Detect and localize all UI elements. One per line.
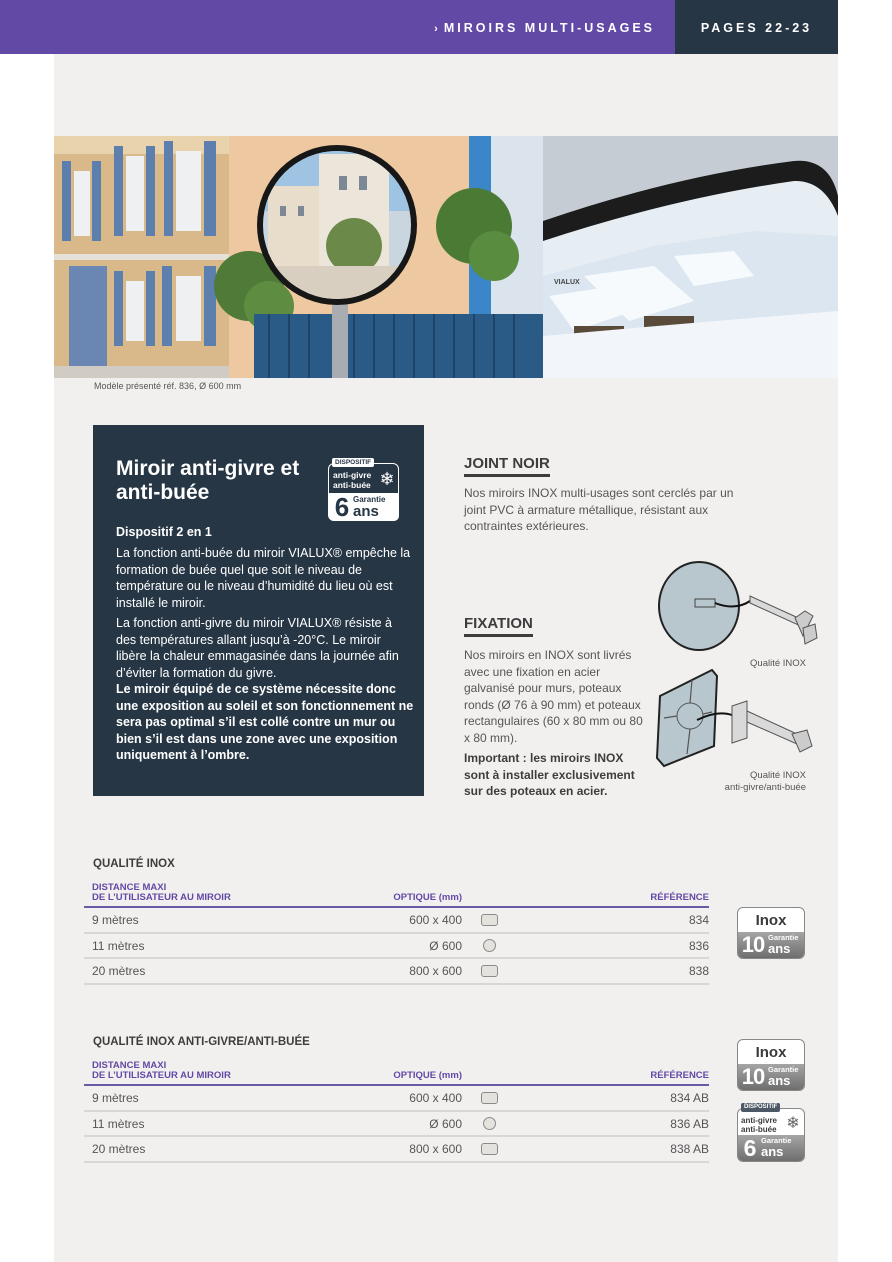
cell-reference: 836 AB (670, 1116, 709, 1131)
snowflake-icon: ❄ (786, 1115, 800, 1132)
badge-guarantee: Garantie (353, 495, 386, 504)
cell-optique: 600 x 400 (409, 1091, 462, 1105)
cell-optique: 600 x 400 (409, 913, 462, 927)
round-mirror-icon (483, 939, 496, 952)
rectangle-mirror-icon (481, 914, 498, 926)
vialux-logo: VIALUX (554, 279, 580, 286)
badge-ans: ans (353, 503, 379, 520)
inox-guarantee-badge (737, 907, 805, 959)
round-mirror-bracket-diagram (655, 558, 825, 654)
inox-badge-ans: ans (768, 941, 791, 956)
round-mirror-icon (483, 1117, 496, 1130)
feature-title: Miroir anti-givre et anti-buée (116, 457, 300, 504)
inox-badge-ans: ans (768, 1073, 791, 1088)
fixation-important: Important : les miroirs INOX sont à installer exclusivement sur des poteaux en acier. (464, 751, 635, 798)
header-optique: OPTIQUE (mm) (393, 1070, 462, 1081)
header-reference: RÉFÉRENCE (650, 1070, 709, 1081)
cell-distance: 20 mètres (92, 1142, 146, 1156)
page-numbers: PAGES 22-23 (675, 0, 838, 54)
badge-guarantee: Garantie (761, 1136, 792, 1145)
table-inox-anti-givre (84, 1058, 709, 1163)
inox-badge-label: Inox (755, 1044, 787, 1061)
table-anti-title: QUALITÉ INOX ANTI-GIVRE/ANTI-BUÉE (93, 1036, 310, 1048)
blue-door (69, 266, 107, 371)
inox-badge-label: Inox (755, 912, 787, 929)
inox-badge-years: 10 (741, 1064, 765, 1089)
badge-text (333, 471, 375, 490)
cell-distance: 11 mètres (92, 1116, 145, 1131)
diagram-label-line-1: Qualité INOX (750, 770, 806, 781)
feature-body (116, 545, 414, 768)
inox-badge-guarantee: Garantie (768, 933, 799, 942)
table-inox-title: QUALITÉ INOX (93, 858, 175, 870)
anti-frost-guarantee-badge (328, 458, 400, 522)
feature-warning: Le miroir équipé de ce système nécessite donc une exposition au soleil et son fonctionnement ne sera pas optimal s’il est collé contre un mur ou bien s’il est dans une zone avec une exposition uniquement à l’ombre. (116, 682, 414, 762)
cell-optique: 800 x 600 (409, 1142, 462, 1156)
feature-paragraph: La fonction anti-givre du miroir VIALUX® résiste à des températures allant jusqu’à -20°C. Le miroir libère la chaleur emmagasinée dans la journée afin d’éviter la formation du givre. (116, 616, 399, 680)
hero-photo (54, 136, 838, 378)
fixation-text (464, 647, 644, 804)
cell-reference: 834 (688, 913, 709, 927)
table-header (84, 880, 709, 908)
table-row (84, 959, 709, 985)
cell-distance: 9 mètres (92, 913, 139, 927)
badge-tag: DISPOSITIF (741, 1103, 780, 1112)
hero-illustration (54, 136, 838, 378)
badge-tag: DISPOSITIF (332, 458, 374, 467)
table-inox (84, 880, 709, 985)
badge-text (741, 1116, 783, 1134)
table-row (84, 1086, 709, 1112)
badge-line-1: anti-givre (333, 470, 372, 480)
diagram-label-anti (725, 770, 806, 794)
header-bar (0, 0, 838, 54)
blue-gate (254, 314, 544, 378)
mirror-pole (332, 304, 348, 378)
inox-badge-guarantee: Garantie (768, 1065, 799, 1074)
rectangle-mirror-icon (481, 1092, 498, 1104)
feature-subtitle: Dispositif 2 en 1 (116, 525, 212, 539)
photo-caption: Modèle présenté réf. 836, Ø 600 mm (94, 381, 242, 391)
badge-line-2: anti-buée (741, 1125, 777, 1134)
table-header (84, 1058, 709, 1086)
chevron-right-icon: › (434, 23, 438, 35)
snowflake-icon: ❄ (379, 469, 395, 489)
header-distance-2: DE L’UTILISATEUR AU MIROIR (92, 892, 231, 903)
cell-optique: 800 x 600 (409, 964, 462, 978)
header-distance-1: DISTANCE MAXI (92, 882, 167, 893)
cell-reference: 834 AB (670, 1091, 709, 1105)
cell-reference: 836 (688, 938, 709, 953)
badge-line-1: anti-givre (741, 1116, 778, 1125)
joint-text (464, 485, 754, 539)
section-title-text: MIROIRS MULTI-USAGES (443, 21, 655, 35)
rect-mirror-bracket-diagram (652, 668, 822, 768)
header-distance-2: DE L’UTILISATEUR AU MIROIR (92, 1070, 231, 1081)
header-optique: OPTIQUE (mm) (393, 892, 462, 903)
cell-distance: 9 mètres (92, 1091, 139, 1105)
section-title (434, 0, 655, 54)
table-row (84, 1137, 709, 1163)
anti-frost-guarantee-badge-grey (737, 1103, 805, 1163)
cell-distance: 20 mètres (92, 964, 146, 978)
cell-reference: 838 (688, 964, 709, 978)
anti-frost-feature-box (93, 425, 424, 796)
inox-badge-years: 10 (741, 932, 765, 957)
table-row (84, 934, 709, 960)
cell-reference: 838 AB (670, 1142, 709, 1156)
fixation-paragraph: Nos miroirs en INOX sont livrés avec une fixation en acier galvanisé pour murs, poteaux ronds (Ø 76 à 90 mm) et poteaux rectangulaires (60 x 80 mm ou 80 x 80 mm). (464, 648, 643, 745)
cell-optique: Ø 600 (429, 1116, 462, 1131)
rectangle-mirror-icon (481, 1143, 498, 1155)
header-reference: RÉFÉRENCE (650, 892, 709, 903)
rectangle-mirror-icon (481, 965, 498, 977)
inox-guarantee-badge (737, 1039, 805, 1091)
badge-years: 6 (743, 1135, 757, 1161)
fixation-heading: FIXATION (464, 615, 533, 637)
table-row (84, 908, 709, 934)
diagram-label-inox: Qualité INOX (750, 658, 806, 669)
cell-distance: 11 mètres (92, 938, 145, 953)
joint-heading: JOINT NOIR (464, 455, 550, 477)
joint-paragraph: Nos miroirs INOX multi-usages sont cerclés par un joint PVC à armature métallique, résistant aux contraintes extérieures. (464, 486, 734, 533)
badge-years: 6 (334, 492, 350, 522)
table-row (84, 1112, 709, 1138)
diagram-label-line-2: anti-givre/anti-buée (724, 782, 806, 793)
badge-line-2: anti-buée (333, 479, 371, 490)
header-distance-1: DISTANCE MAXI (92, 1060, 167, 1071)
cell-optique: Ø 600 (429, 938, 462, 953)
badge-ans: ans (761, 1144, 784, 1159)
feature-paragraph: La fonction anti-buée du miroir VIALUX® empêche la formation de buée quel que soit le niveau de température ou le niveau d’humidité du lieu où est installé le miroir. (116, 546, 411, 610)
